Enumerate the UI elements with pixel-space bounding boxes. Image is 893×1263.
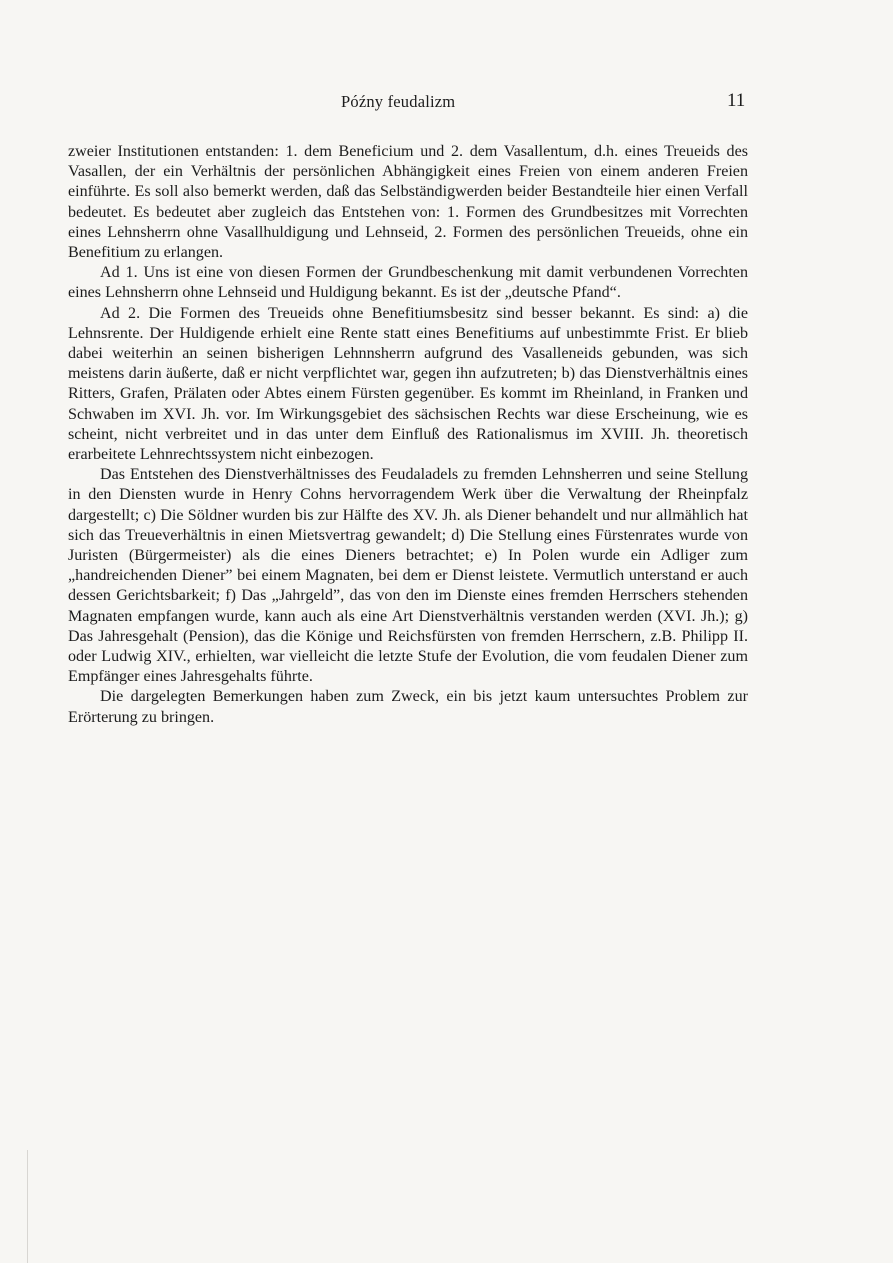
paragraph-continuation: zweier Institutionen entstanden: 1. dem Beneficium und 2. dem Vasallentum, d.h. eines Treueids des Vasallen, der ein Verhältnis der persönlichen Abhängigkeit eines Freien von einem anderen Freien einführte. Es soll also bemerkt werden, daß das Selbständigwerden beider Bestandteile hier einen Verfall bedeutet. Es bedeutet aber zugleich das Entstehen von: 1. Formen des Grundbesitzes mit Vorrechten eines Lehnsherrn ohne Vasallhuldigung und Lehnseid, 2. Formen des persönlichen Treueids, ohne ein Benefitium zu erlangen. <box>68 143 748 262</box>
paragraph-ad-2: Ad 2. Die Formen des Treueids ohne Benefitiumsbesitz sind besser bekannt. Es sind: a) die Lehnsrente. Der Huldigende erhielt eine Rente statt eines Benefitiums auf unbestimmte Frist. Er blieb dabei weiterhin an seinen bisherigen Lehnnsherrn aufgrund des Vasalleneids gebunden, was sich meistens darin äußerte, daß er nicht verpflichtet war, gegen ihn aufzutreten; b) das Dienstverhältnis eines Ritters, Grafen, Prälaten oder Abtes einem Fürsten gegenüber. Es kommt im Rheinland, in Franken und Schwaben im XVI. Jh. vor. Im Wirkungsgebiet des sächsischen Rechts war diese Erscheinung, wie es scheint, nicht verbreitet und in das unter dem Einfluß des Rationalismus im XVIII. Jh. theoretisch erarbeitete Lehnrechtssystem nicht einbezogen. <box>68 304 748 464</box>
body-text <box>68 142 748 728</box>
paragraph-ad-1: Ad 1. Uns ist eine von diesen Formen der Grundbeschenkung mit damit verbundenen Vorrechten eines Lehnsherrn ohne Lehnseid und Huldigung bekannt. Es ist der „deutsche Pfand“. <box>68 264 748 302</box>
scan-edge-line <box>27 1150 28 1263</box>
page-number: 11 <box>727 90 746 111</box>
paragraph-dienstverhaeltnis: Das Entstehen des Dienstverhältnisses des Feudaladels zu fremden Lehnsherren und seine Stellung in den Diensten wurde in Henry Cohns hervorragendem Werk über die Verwaltung der Rheinpfalz dargestellt; c) Die Söldner wurden bis zur Hälfte des XV. Jh. als Diener behandelt und nur allmählich hat sich das Treueverhältnis in einen Mietsvertrag gewandelt; d) Die Stellung eines Fürstenrates wurde von Juristen (Bürgermeister) als die eines Dieners betrachtet; e) In Polen wurde ein Adliger zum „handreichenden Diener” bei einem Magnaten, bei dem er Dienst leistete. Vermutlich unterstand er auch dessen Gerichtsbarkeit; f) Das „Jahrgeld”, das von den im Dienste eines fremden Herrschers stehenden Magnaten empfangen wurde, kann auch als eine Art Dienstverhältnis verstanden werden (XVI. Jh.); g) Das Jahresgehalt (Pension), das die Könige und Reichsfürsten von fremden Herrschern, z.B. Philipp II. oder Ludwig XIV., erhielten, war vielleicht die letzte Stufe der Evolution, die vom feudalen Diener zum Empfänger eines Jahresgehalts führte. <box>68 466 748 686</box>
running-title: Późny feudalizm <box>341 92 456 111</box>
page-header <box>0 92 893 116</box>
paragraph-conclusion: Die dargelegten Bemerkungen haben zum Zweck, ein bis jetzt kaum untersuchtes Problem zur Erörterung zu bringen. <box>68 688 748 726</box>
